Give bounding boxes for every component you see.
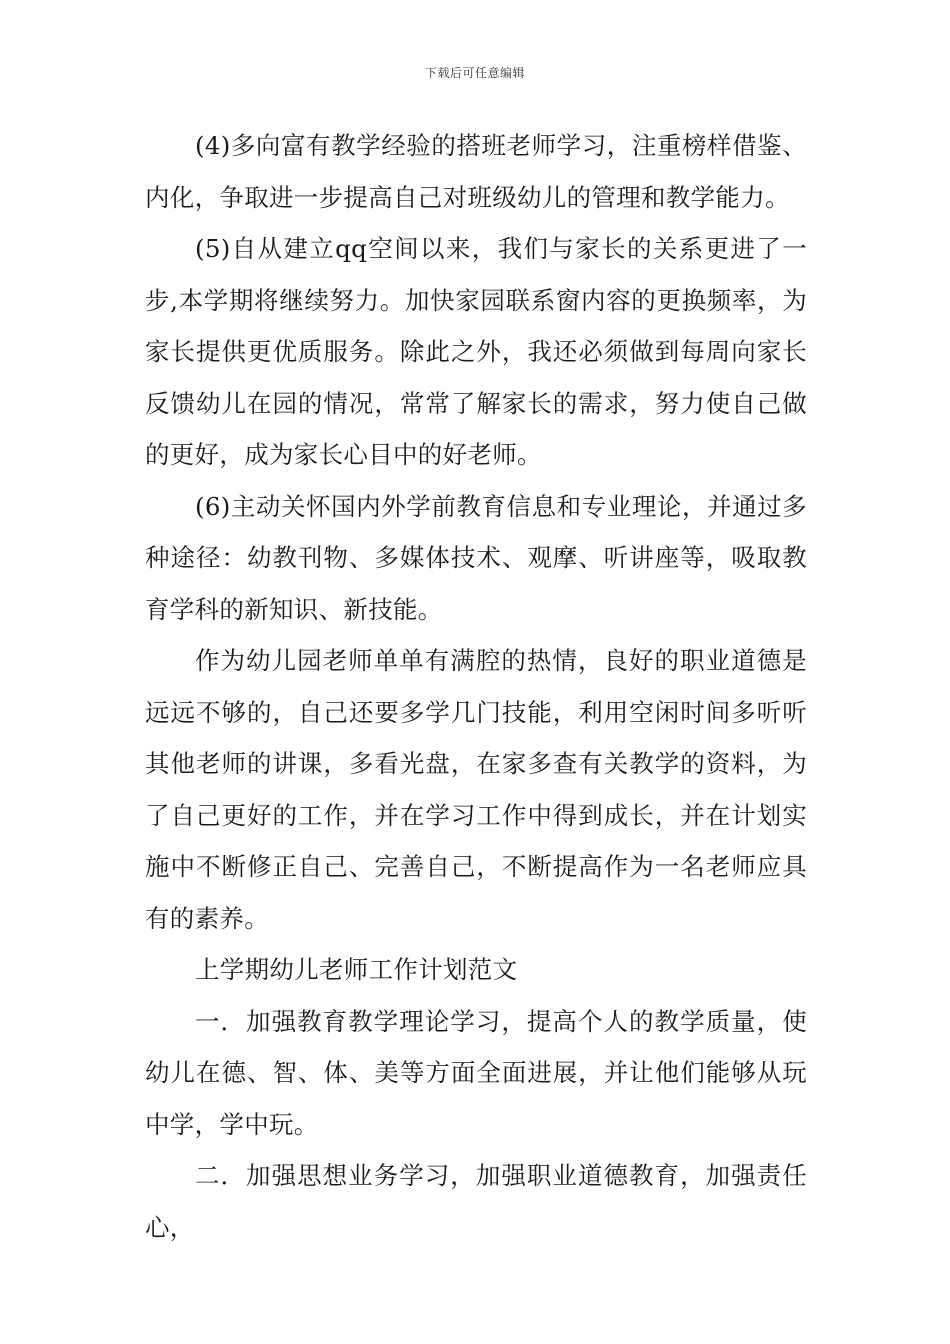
paragraph-point-2: 二．加强思想业务学习，加强职业道德教育，加强责任心， — [145, 1161, 807, 1242]
document-body — [145, 120, 807, 1253]
paragraph-item-5: (5)自从建立qq空间以来，我们与家长的关系更进了一步,本学期将继续努力。加快家园联系窗内容的更换频率，为家长提供更优质服务。除此之外，我还必须做到每周向家长反馈幼儿在园的情况，常常了解家长的需求，努力使自己做的更好，成为家长心目中的好老师。 — [145, 234, 807, 469]
paragraph-point-1: 一．加强教育教学理论学习，提高个人的教学质量，使幼儿在德、智、体、美等方面全面进展，并让他们能够从玩中学，学中玩。 — [145, 1006, 807, 1139]
paragraph-summary: 作为幼儿园老师单单有满腔的热情，良好的职业道德是远远不够的，自己还要多学几门技能，利用空闲时间多听听其他老师的讲课，多看光盘，在家多查有关教学的资料，为了自己更好的工作，并在学习工作中得到成长，并在计划实施中不断修正自己、完善自己，不断提高作为一名老师应具有的素养。 — [145, 646, 807, 933]
paragraph-item-6: (6)主动关怀国内外学前教育信息和专业理论，并通过多种途径：幼教刊物、多媒体技术、观摩、听讲座等，吸取教育学科的新知识、新技能。 — [145, 491, 807, 624]
section-heading: 上学期幼儿老师工作计划范文 — [195, 955, 518, 984]
paragraph-item-4: (4)多向富有教学经验的搭班老师学习，注重榜样借鉴、内化，争取进一步提高自己对班级幼儿的管理和教学能力。 — [145, 131, 807, 212]
page-header: 下载后可任意编辑 — [424, 66, 525, 80]
